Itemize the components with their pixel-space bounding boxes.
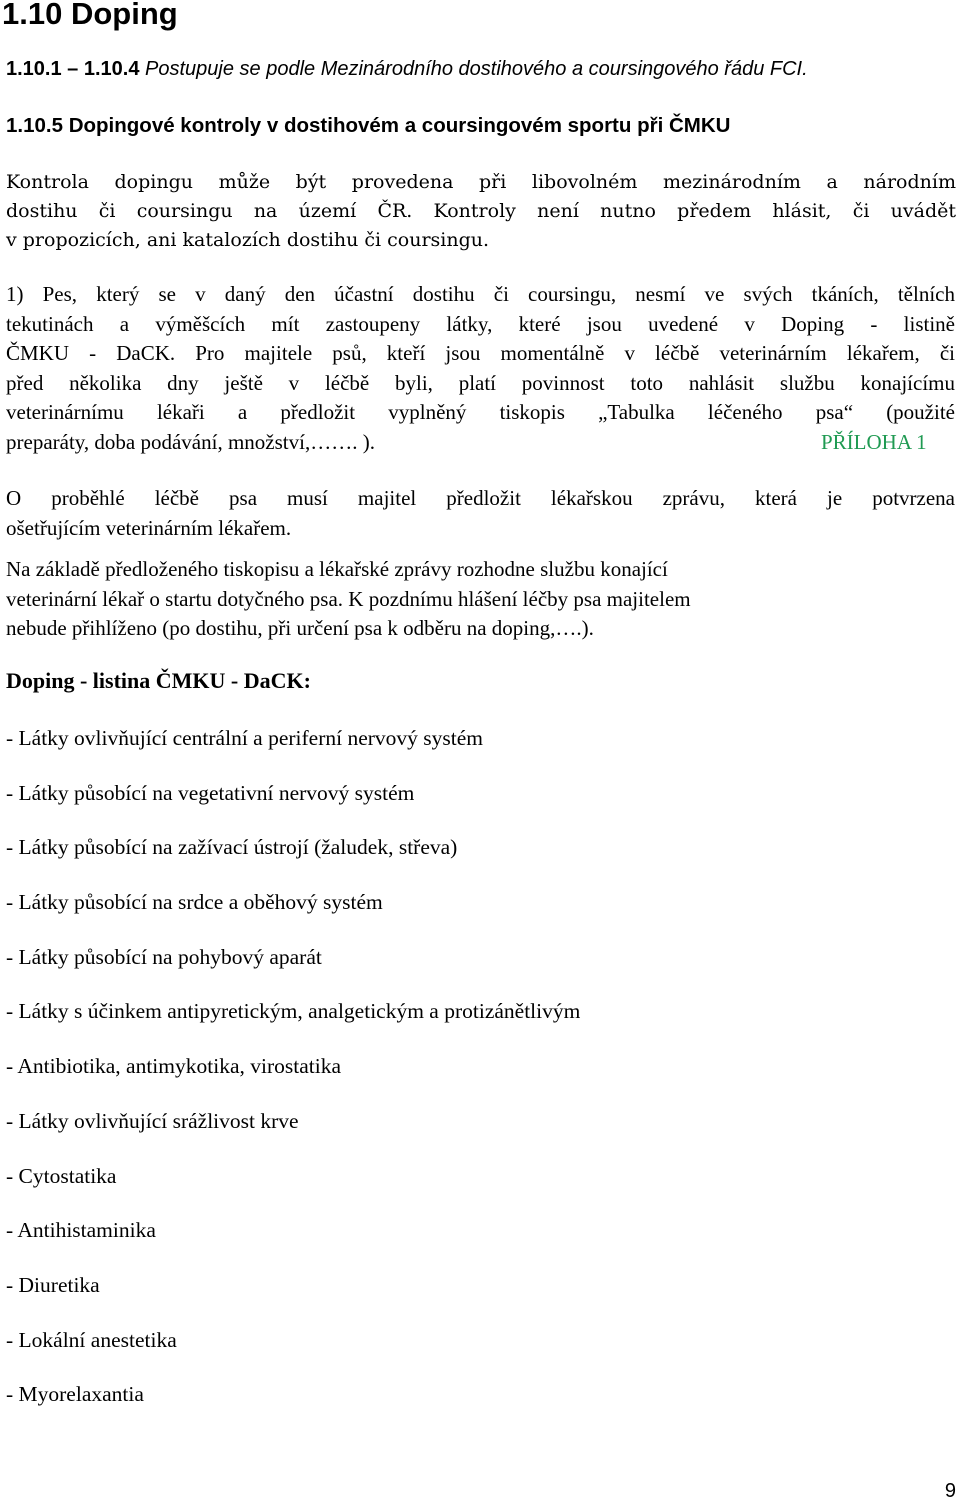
appendix-link[interactable]: PŘÍLOHA 1 [821,429,927,454]
list-item: - Látky působící na vegetativní nervový systém [6,780,415,805]
paragraph-2-line: ošetřujícím veterinárním lékařem. [6,515,292,540]
rule-reference-text: Postupuje se podle Mezinárodního dostihového a coursingového řádu FCI. [145,58,808,80]
list-item: - Látky ovlivňující centrální a periferní nervový systém [6,726,484,750]
list-item: - Látky ovlivňující srážlivost krve [6,1108,299,1133]
page-number: 9 [944,1480,956,1502]
paragraph-2-line: O proběhlé léčbě psa musí majitel předložit lékařskou zprávu, která je potvrzena [6,486,955,510]
subsection-heading [6,114,730,138]
list-item: - Látky s účinkem antipyretickým, analgetickým a protizánětlivým [6,999,581,1024]
paragraph-3-line: veterinární lékař o startu dotyčného psa. K pozdnímu hlášení léčby psa majitelem [6,586,691,611]
list-item: - Antihistaminika [6,1218,156,1243]
paragraph-3-line: nebude přihlíženo (po dostihu, při určení psa k odběru na doping,….). [6,616,594,640]
paragraph-1-line-text: preparáty, doba podávání, množství,……. ). [6,429,375,454]
list-heading: Doping - listina ČMKU - DaCK: [6,668,311,693]
paragraph-1-line: 1) Pes, který se v daný den účastní dostihu či coursingu, nesmí ve svých tkáních, tělních [6,282,955,306]
rule-reference [6,58,808,81]
paragraph-3-line: Na základě předloženého tiskopisu a lékařské zprávy rozhodne službu konající [6,557,668,581]
paragraph-1-line: tekutinách a výměšcích mít zastoupeny látky, které jsou uvedené v Doping - listině [6,311,955,336]
intro-paragraph [6,168,956,255]
list-item: - Antibiotika, antimykotika, virostatika [6,1054,341,1079]
list-item: - Látky působící na zažívací ústrojí (žaludek, střeva) [6,835,458,860]
section-title: 1.10 Doping [2,0,178,31]
substance-list [6,723,580,1434]
paragraph-1-line: před několika dny ještě v léčbě byli, platí povinnost toto nahlásit službu konajícímu [6,370,955,395]
paragraph-1 [6,280,955,457]
paragraph-3 [6,555,876,644]
paragraph-1-line-last [6,428,955,458]
list-item: - Cytostatika [6,1163,117,1188]
intro-line: dostihu či coursingu na území ČR. Kontroly není nutno předem hlásit, či uvádět [6,200,956,222]
intro-line: v propozicích, ani katalozích dostihu či coursingu. [6,229,490,251]
paragraph-2 [6,484,955,543]
list-item: - Myorelaxantia [6,1382,144,1407]
list-item: - Látky působící na pohybový aparát [6,944,322,969]
intro-line: Kontrola dopingu může být provedena při libovolném mezinárodním a národním [6,171,956,193]
list-item: - Látky působící na srdce a oběhový systém [6,890,383,915]
list-item: - Lokální anestetika [6,1327,177,1352]
subsection-number: 1.10.5 [6,114,63,137]
subsection-title: Dopingové kontroly v dostihovém a coursingovém sportu při ČMKU [68,114,731,137]
paragraph-1-line: ČMKU - DaCK. Pro majitele psů, kteří jsou momentálně v léčbě veterinárním lékařem, či [6,341,955,365]
rule-reference-number: 1.10.1 – 1.10.4 [6,58,140,80]
list-item: - Diuretika [6,1272,100,1297]
paragraph-1-line: veterinárnímu lékaři a předložit vyplněný tiskopis „Tabulka léčeného psa“ (použité [6,400,955,424]
